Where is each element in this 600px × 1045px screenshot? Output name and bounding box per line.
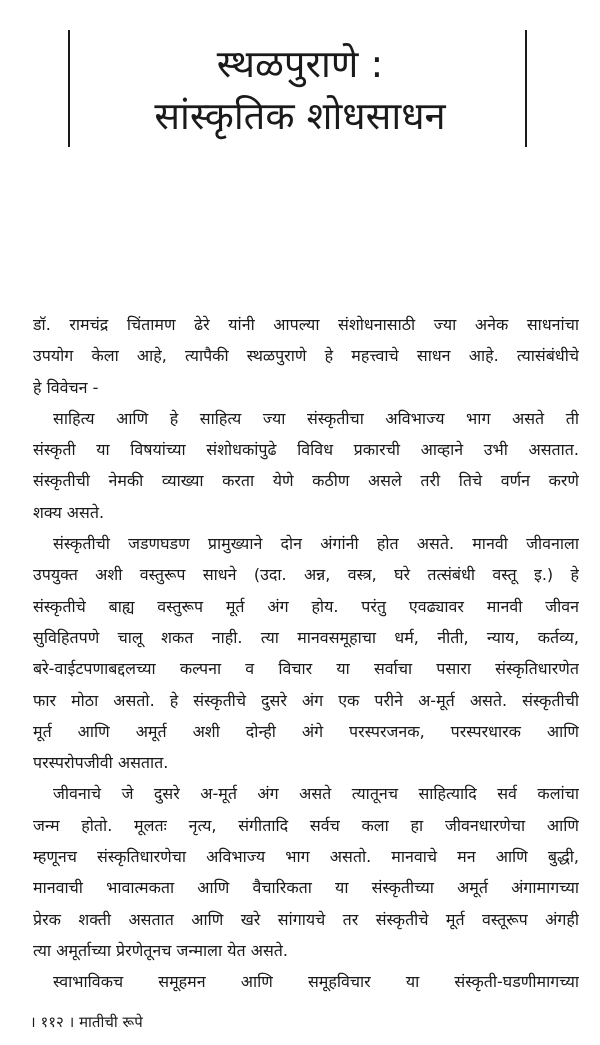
text-line: जन्म होतो. मूलतः नृत्य, संगीतादि सर्वच कला हा जीवनधारणेचा आणि <box>33 815 579 835</box>
text-line: डॉ. रामचंद्र चिंतामण ढेरे यांनी आपल्या संशोधनासाठी ज्या अनेक साधनांचा <box>33 315 579 334</box>
text-line: परस्परोपजीवी असतात. <box>33 753 169 773</box>
text-line: शक्य असते. <box>33 502 105 522</box>
text-line: त्या अमूर्ताच्या प्रेरणेतूनच जन्माला येत असते. <box>33 940 288 960</box>
text-line: बरे-वाईटपणाबद्दलच्या कल्पना व विचार या सर्वाचा पसारा संस्कृतिधारणेत <box>33 659 579 679</box>
text-line: फार मोठा असतो. हे संस्कृतीचे दुसरे अंग एक परीने अ-मूर्त असते. संस्कृतीची <box>33 690 579 710</box>
text-line: मूर्त आणि अमूर्त अशी दोन्ही अंगे परस्परजनक, परस्परधारक आणि <box>33 721 579 741</box>
page-footer: । ११२ । मातीची रूपे <box>30 1013 143 1031</box>
text-line: हे विवेचन - <box>33 377 99 397</box>
body-text <box>33 309 579 998</box>
paragraph <box>33 403 579 528</box>
text-line: संस्कृतीची जडणघडण प्रामुख्याने दोन अंगांनी होत असते. मानवी जीवनाला <box>53 534 579 554</box>
text-line: जीवनाचे जे दुसरे अ-मूर्त अंग असते त्यातूनच साहित्यादि सर्व कलांचा <box>53 784 579 804</box>
text-line: स्वाभाविकच समूहमन आणि समूहविचार या संस्कृती-घडणीमागच्या <box>53 972 579 992</box>
text-line: उपयुक्त अशी वस्तुरूप साधने (उदा. अन्न, वस्त्र, घरे तत्संबंधी वस्तू इ.) हे <box>33 565 579 585</box>
title-rule-left <box>68 30 70 147</box>
text-line: प्रेरक शक्ती असतात आणि खरे सांगायचे तर संस्कृतीचे मूर्त वस्तूरूप अंगही <box>33 909 579 929</box>
paragraph <box>33 778 579 966</box>
text-line: संस्कृतीची नेमकी व्याख्या करता येणे कठीण असले तरी तिचे वर्णन करणे <box>33 471 579 491</box>
text-line: सुविहितपणे चालू शकत नाही. त्या मानवसमूहाचा धर्म, नीती, न्याय, कर्तव्य, <box>33 627 579 647</box>
chapter-title-line-1: स्थळपुराणे : <box>216 42 384 86</box>
text-line: साहित्य आणि हे साहित्य ज्या संस्कृतीचा अविभाज्य भाग असते ती <box>53 408 579 428</box>
paragraph <box>33 528 579 778</box>
paragraph <box>33 309 579 403</box>
chapter-title-line-2: सांस्कृतिक शोधसाधन <box>154 94 446 138</box>
chapter-title <box>80 38 520 142</box>
text-line: संस्कृती या विषयांच्या संशोधकांपुढे विविध प्रकारची आव्हाने उभी असतात. <box>33 440 579 460</box>
text-line: मानवाची भावात्मकता आणि वैचारिकता या संस्कृतीच्या अमूर्त अंगामागच्या <box>33 878 579 898</box>
text-line: संस्कृतीचे बाह्य वस्तुरूप मूर्त अंग होय. परंतु एवढ्यावर मानवी जीवन <box>33 596 579 616</box>
title-rule-right <box>525 30 527 147</box>
text-line: उपयोग केला आहे, त्यापैकी स्थळपुराणे हे महत्त्वाचे साधन आहे. त्यासंबंधीचे <box>33 346 579 366</box>
text-line: म्हणूनच संस्कृतिधारणेचा अविभाज्य भाग असतो. मानवाचे मन आणि बुद्धी, <box>33 847 579 867</box>
paragraph <box>33 966 579 997</box>
